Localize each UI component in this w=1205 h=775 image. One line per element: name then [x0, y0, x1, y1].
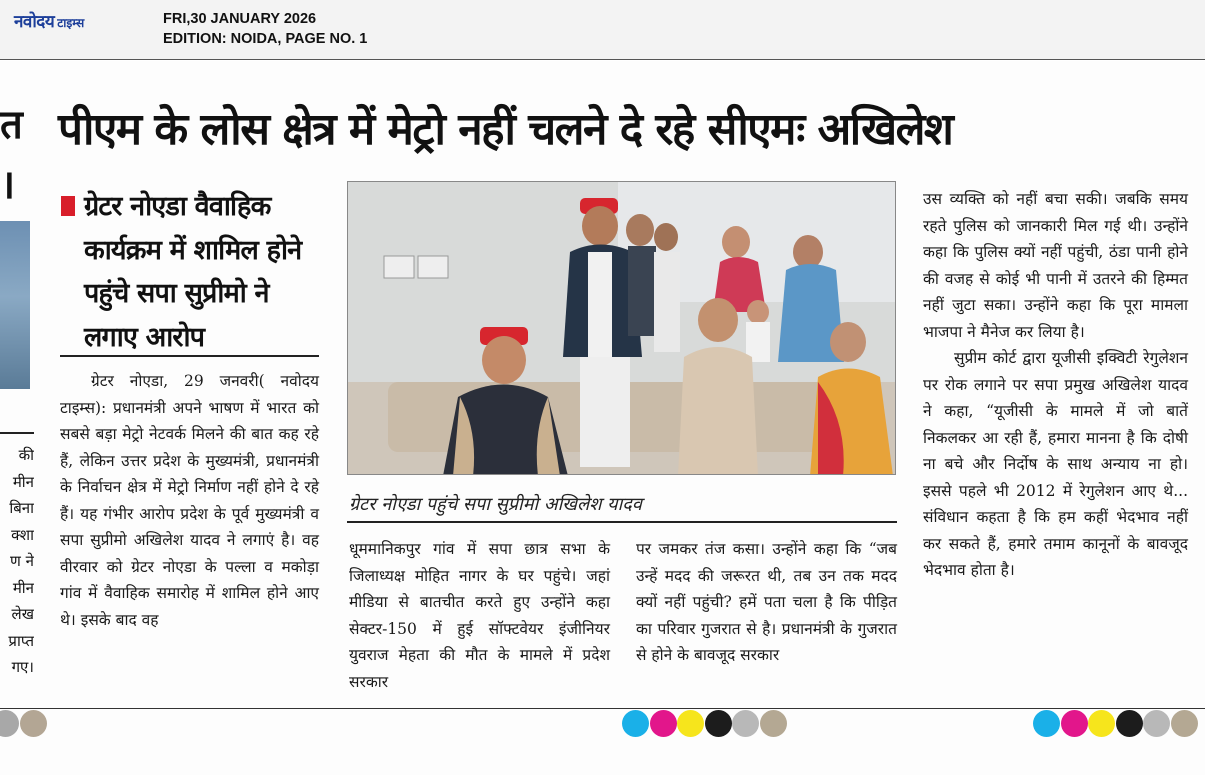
article-column-4 [923, 186, 1188, 584]
registration-dot [1033, 710, 1060, 737]
masthead-logo[interactable] [14, 9, 84, 35]
caption-divider [347, 521, 897, 523]
registration-dot [650, 710, 677, 737]
adjacent-text-line: गए। [11, 658, 34, 676]
article-paragraph: पर जमकर तंज कसा। उन्होंने कहा कि “जब उन्हें मदद की जरूरत थी, तब उन तक मदद क्यों नहीं पहुंची? हमें पता चला है कि पीड़ित का परिवार गुजरात से है। प्रधानमंत्री के गुजरात से होने के बावजूद सरकार [636, 540, 897, 664]
adjacent-text-line: मीन [12, 472, 34, 491]
edition-date: FRI,30 JANUARY 2026 [163, 11, 317, 27]
article-paragraph: धूममानिकपुर गांव में सपा छात्र सभा के जिलाध्यक्ष मोहित नागर के घर पहुंचे। जहां मीडिया से बातचीत करते हुए उन्होंने कहा सेक्टर-150 में हुई सॉफ्टवेयर इंजीनियर युवराज मेहता की मौत के मामले में प्रदेश सरकार [349, 540, 610, 691]
kicker-bullet [61, 196, 75, 216]
registration-dot [1171, 710, 1198, 737]
article-column-2 [349, 536, 610, 695]
adjacent-text-line: प्राप्त [8, 631, 34, 650]
adjacent-text-line: बिना [9, 499, 34, 517]
edition-page: EDITION: NOIDA, PAGE NO. 1 [163, 31, 368, 47]
registration-dot [677, 710, 704, 737]
registration-dot [622, 710, 649, 737]
adjacent-headline-line-2: । [0, 162, 16, 208]
adjacent-text-line: ण ने [10, 552, 34, 570]
registration-dot [1061, 710, 1088, 737]
registration-dot [705, 710, 732, 737]
brand-name: नवोदय [14, 12, 55, 32]
kicker-divider [60, 355, 319, 357]
registration-dot [732, 710, 759, 737]
article-column-1 [60, 368, 319, 633]
article-kicker: ग्रेटर नोएडा वैवाहिक कार्यक्रम में शामिल होने पहुंचे सपा सुप्रीमो ने लगाए आरोप [84, 191, 302, 353]
adjacent-headline-fragment [0, 95, 36, 215]
registration-dot [760, 710, 787, 737]
registration-dot [1116, 710, 1143, 737]
article-paragraph: सुप्रीम कोर्ट द्वारा यूजीसी इक्विटी रेगुलेशन पर रोक लगाने पर सपा प्रमुख अखिलेश यादव ने कहा, “यूजीसी के मामले में जो बातें निकलकर आ रही हैं, हमारा मानना है कि दोषी ना बचे और निर्दोष के साथ अन्याय ना हो। इससे पहले भी 2012 में रेगुलेशन आए थे... संविधान कहता है कि हम कहीं भेदभाव नहीं कर सकते हैं, हमारे तमाम कानूनों के बावजूद भेदभाव होता है। [923, 349, 1188, 579]
article-paragraph: ग्रेटर नोएडा, 29 जनवरी( नवोदय टाइम्स): प्रधानमंत्री अपने भाषण में भारत को सबसे बड़ा मेट्रो नेटवर्क मिलने की बात कह रहे हैं, लेकिन उत्तर प्रदेश के मुख्यमंत्री, प्रधानमंत्री के निर्वाचन क्षेत्र में मेट्रो निर्माण नहीं होने दे रहे हैं। यह गंभीर आरोप प्रदेश के पूर्व मुख्यमंत्री व सपा सुप्रीमो अखिलेश यादव ने लगाएं है। वह वीरवार को ग्रेटर नोएडा के पल्ला व मकोड़ा गांव में वैवाहिक समारोह में शामिल होने आए थे। इसके बाद वह [60, 372, 319, 629]
header-bar [0, 0, 1205, 60]
page-bottom-rule [0, 708, 1205, 709]
brand-subname: टाइम्स [57, 16, 85, 30]
adjacent-text-fragment [0, 442, 34, 681]
adjacent-text-line: मीन [12, 578, 34, 597]
article-paragraph: उस व्यक्ति को नहीं बचा सकी। जबकि समय रहते पुलिस को जानकारी मिल गई थी। उन्होंने कहा कि पुलिस क्यों नहीं पहुंची, ठंडा पानी होने की वजह से कोई भी पानी में उतरने की हिम्मत नहीं जुटा सका। उन्होंने कहा कि पूरा मामला भाजपा ने मैनेज कर लिया है। [923, 190, 1188, 341]
photo-illustration [348, 182, 896, 475]
photo-caption: ग्रेटर नोएडा पहुंचे सपा सुप्रीमो अखिलेश यादव [349, 494, 642, 515]
edition-info [163, 9, 367, 49]
adjacent-text-line: क्शा [11, 525, 34, 544]
adjacent-headline-line-1: त [0, 102, 23, 148]
adjacent-rule [0, 432, 34, 434]
registration-dot [20, 710, 47, 737]
article-headline: पीएम के लोस क्षेत्र में मेट्रो नहीं चलने दे रहे सीएमः अखिलेश [58, 104, 953, 155]
article-column-3 [636, 536, 897, 669]
adjacent-text-line: लेख [11, 605, 34, 623]
article-photo[interactable] [347, 181, 896, 475]
registration-dot [1143, 710, 1170, 737]
adjacent-text-line: की [18, 446, 34, 464]
adjacent-photo-fragment [0, 221, 30, 389]
registration-dot [1088, 710, 1115, 737]
